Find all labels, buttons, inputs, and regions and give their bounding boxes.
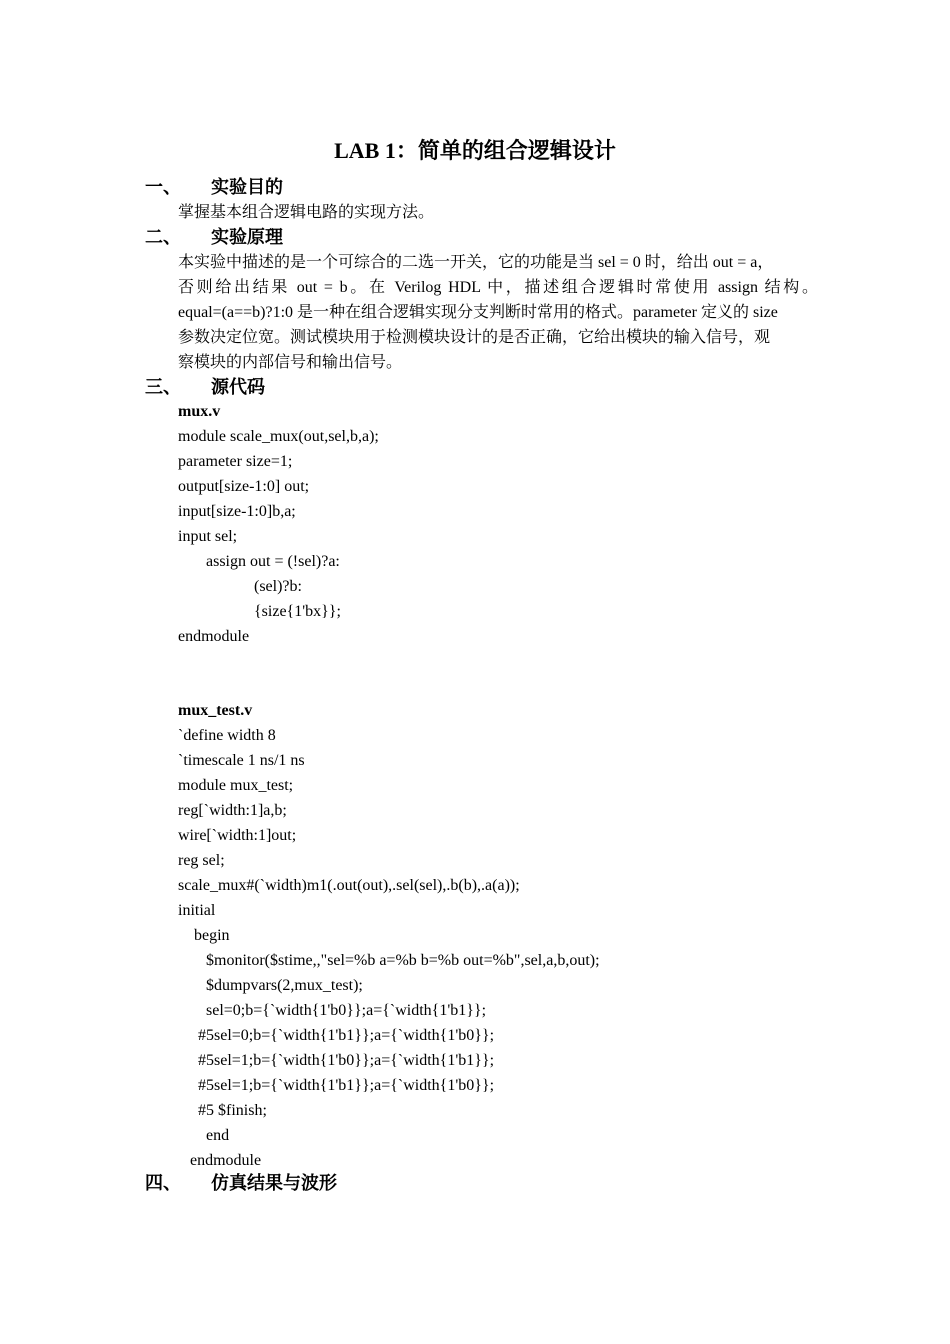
paragraph-line: 察模块的内部信号和输出信号。 <box>178 354 403 371</box>
code-line: module scale_mux(out,sel,b,a); <box>178 428 379 445</box>
section-title: 实验原理 <box>211 227 283 247</box>
code-line: #5sel=0;b={`width{1'b1}};a={`width{1'b0}}; <box>178 1027 495 1044</box>
code-line: {size{1'bx}}; <box>178 603 341 620</box>
code-line: #5 $finish; <box>178 1102 267 1119</box>
code-file-name: mux_test.v <box>178 702 253 719</box>
purpose-paragraph <box>178 200 818 225</box>
code-line: input sel; <box>178 528 238 545</box>
code-line: `timescale 1 ns/1 ns <box>178 752 305 769</box>
code-line: $monitor($stime,,"sel=%b a=%b b=%b out=%b",sel,a,b,out); <box>178 952 600 969</box>
paragraph-line: 参数决定位宽。测试模块用于检测模块设计的是否正确，它给出模块的输入信号，观 <box>178 329 771 346</box>
code-line: initial <box>178 902 216 919</box>
code-line: `define width 8 <box>178 727 276 744</box>
code-line: end <box>178 1127 230 1144</box>
code-line: reg[`width:1]a,b; <box>178 802 287 819</box>
code-file-name: mux.v <box>178 403 221 420</box>
code-line: endmodule <box>178 1152 262 1169</box>
principle-paragraph <box>178 250 818 375</box>
section-title: 仿真结果与波形 <box>211 1173 337 1193</box>
paragraph-line: 掌握基本组合逻辑电路的实现方法。 <box>178 204 435 221</box>
code-line: #5sel=1;b={`width{1'b0}};a={`width{1'b1}}; <box>178 1052 495 1069</box>
section-number: 四、 <box>145 1173 181 1193</box>
paragraph-line: 否则给出结果 out = b。在 Verilog HDL 中，描述组合逻辑时常使用 assign 结构。 <box>178 279 818 296</box>
document-title: LAB 1：简单的组合逻辑设计 <box>334 138 616 163</box>
section-number: 三、 <box>145 377 181 397</box>
code-line: output[size-1:0] out; <box>178 478 310 495</box>
code-line: begin <box>178 927 230 944</box>
section-number: 二、 <box>145 227 181 247</box>
code-line: $dumpvars(2,mux_test); <box>178 977 363 994</box>
mux-source-code <box>178 399 379 649</box>
code-line: wire[`width:1]out; <box>178 827 297 844</box>
code-line: reg sel; <box>178 852 225 869</box>
code-line: input[size-1:0]b,a; <box>178 503 296 520</box>
code-line: scale_mux#(`width)m1(.out(out),.sel(sel),.b(b),.a(a)); <box>178 877 520 894</box>
code-line: #5sel=1;b={`width{1'b1}};a={`width{1'b0}}; <box>178 1077 495 1094</box>
paragraph-line: 本实验中描述的是一个可综合的二选一开关，它的功能是当 sel = 0 时，给出 out = a， <box>178 254 774 271</box>
code-line: parameter size=1; <box>178 453 293 470</box>
section-number: 一、 <box>145 177 181 197</box>
code-line: sel=0;b={`width{1'b0}};a={`width{1'b1}}; <box>178 1002 487 1019</box>
code-line: endmodule <box>178 628 250 645</box>
section-title: 源代码 <box>211 377 265 397</box>
paragraph-line: equal=(a==b)?1:0 是一种在组合逻辑实现分支判断时常用的格式。parameter 定义的 size <box>178 304 778 321</box>
code-line: (sel)?b: <box>178 578 302 595</box>
code-line: module mux_test; <box>178 777 294 794</box>
mux-test-source-code <box>178 698 600 1173</box>
section-title: 实验目的 <box>211 177 283 197</box>
code-line: assign out = (!sel)?a: <box>178 553 340 570</box>
